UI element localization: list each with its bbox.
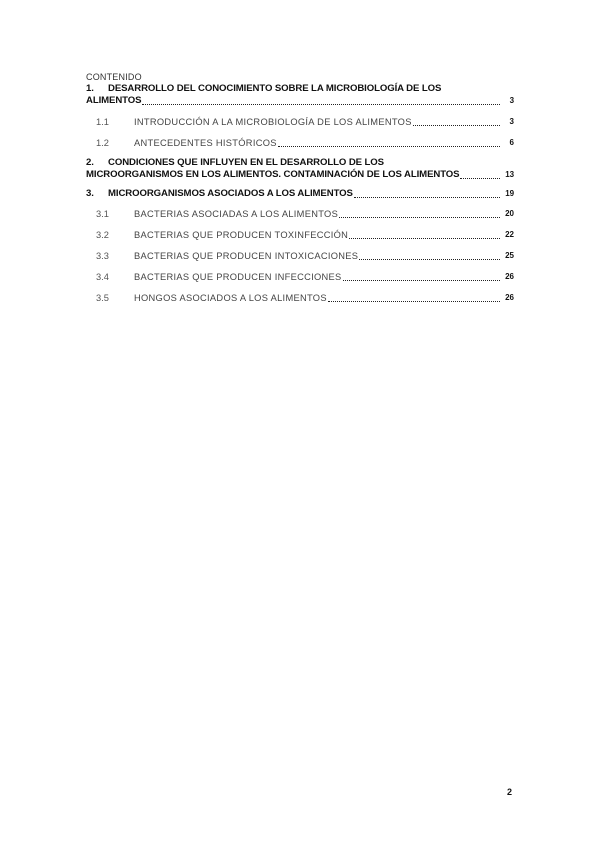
toc-entry-2[interactable] [86,157,514,181]
toc-entry-page: 20 [505,209,514,218]
toc-entry-page: 26 [505,272,514,281]
toc-leader-dots [460,170,500,179]
toc-leader-dots [413,117,500,126]
toc-leader-dots [328,293,500,302]
toc-entry-number: 3.2 [96,230,109,240]
toc-entry-page: 3 [509,96,514,105]
toc-entry-title: BACTERIAS ASOCIADAS A LOS ALIMENTOS [134,209,339,219]
toc-entry-number: 3.1 [96,209,109,219]
toc-entry-title: BACTERIAS QUE PRODUCEN TOXINFECCIÓN [134,230,349,240]
toc-leader-dots [354,189,500,198]
toc-entry-number: 2. [86,157,94,168]
toc-entry-number: 3.3 [96,251,109,261]
toc-entry-page: 6 [509,138,514,147]
toc-entry-number: 1.2 [96,138,109,148]
toc-entry-title: BACTERIAS QUE PRODUCEN INFECCIONES [134,272,342,282]
toc-entry-title: HONGOS ASOCIADOS A LOS ALIMENTOS [134,293,327,303]
toc-leader-dots [343,272,500,281]
toc-entry-page: 26 [505,293,514,302]
toc-entry-title: MICROORGANISMOS ASOCIADOS A LOS ALIMENTOS [108,188,353,199]
toc-leader-dots [349,230,500,239]
toc-leader-dots [359,251,500,260]
toc-entry-1[interactable] [86,83,514,107]
page-number: 2 [507,787,513,797]
toc-leader-dots [278,138,500,147]
toc-entry-page: 19 [505,189,514,198]
toc-leader-dots [339,209,500,218]
toc-entry-1-2[interactable] [86,137,514,149]
toc-leader-dots [142,96,500,105]
toc-entry-3-3[interactable] [86,250,514,262]
toc-entry-number: 1.1 [96,117,109,127]
toc-entry-number: 3.5 [96,293,109,303]
toc-entry-number: 3. [86,188,94,199]
toc-entry-page: 22 [505,230,514,239]
toc-entry-title-cont: ALIMENTOS [86,95,142,106]
toc-heading: CONTENIDO [86,72,142,82]
toc-entry-title: CONDICIONES QUE INFLUYEN EN EL DESARROLLO DE LOS [108,157,384,168]
toc-entry-title-cont: MICROORGANISMOS EN LOS ALIMENTOS. CONTAMINACIÓN DE LOS ALIMENTOS [86,169,460,180]
toc-entry-3-4[interactable] [86,271,514,283]
toc-entry-number: 1. [86,83,94,94]
toc-entry-page: 3 [509,117,514,126]
toc-entry-3-1[interactable] [86,208,514,220]
toc-entry-1-1[interactable] [86,116,514,128]
toc-entry-3-5[interactable] [86,292,514,304]
toc-entry-title: DESARROLLO DEL CONOCIMIENTO SOBRE LA MICROBIOLOGÍA DE LOS [108,83,442,94]
toc-entry-title: INTRODUCCIÓN A LA MICROBIOLOGÍA DE LOS ALIMENTOS [134,117,412,127]
table-of-contents [86,72,514,304]
toc-entry-page: 25 [505,251,514,260]
toc-entry-title: BACTERIAS QUE PRODUCEN INTOXICACIONES [134,251,359,261]
toc-entry-number: 3.4 [96,272,109,282]
toc-entry-title: ANTECEDENTES HISTÓRICOS [134,138,277,148]
toc-entry-3-2[interactable] [86,229,514,241]
toc-entry-3[interactable] [86,188,514,200]
toc-entry-page: 13 [505,170,514,179]
